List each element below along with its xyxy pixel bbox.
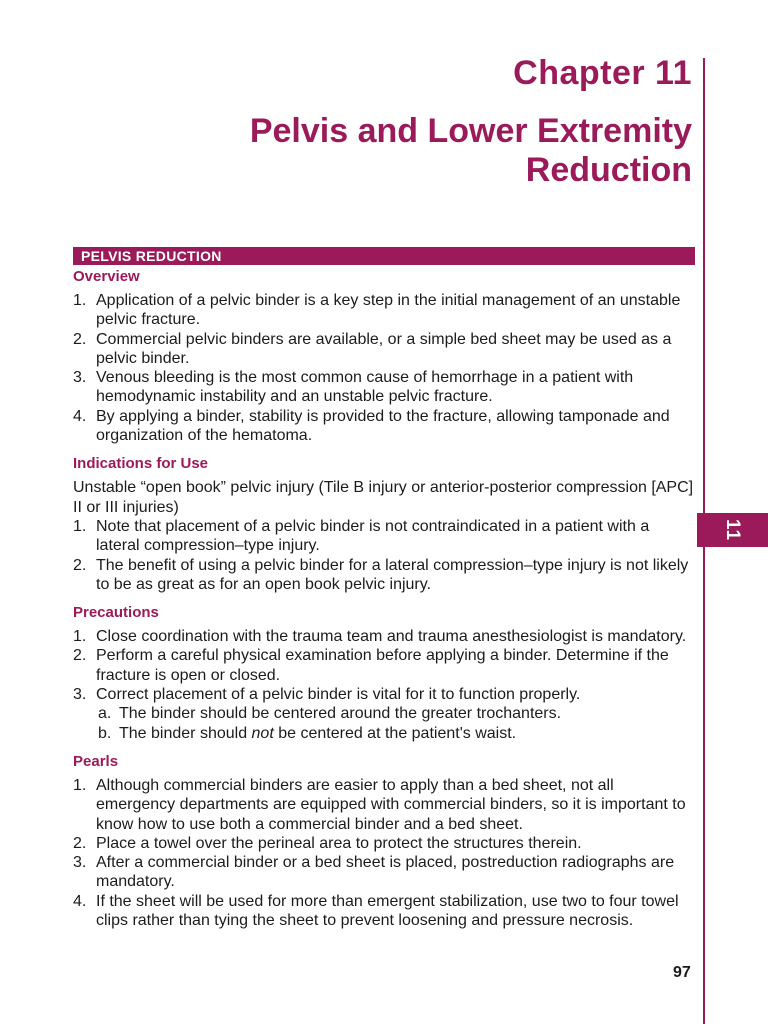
page-content <box>73 267 695 939</box>
item-text: Note that placement of a pelvic binder is not contraindicated in a patient with a lateral compression–type injury. <box>96 517 650 555</box>
item-text: Close coordination with the trauma team and trauma anesthesiologist is mandatory. <box>96 628 687 646</box>
overview-heading: Overview <box>73 268 140 285</box>
sub-item-text-before: The binder should <box>119 724 252 742</box>
pearls-heading: Pearls <box>73 752 119 770</box>
item-text: The benefit of using a pelvic binder for a lateral compression–type injury is not likely to be as great as for an open book pelvic injury. <box>96 556 689 593</box>
indications-section <box>73 454 695 594</box>
chapter-tab-number: 11 <box>722 518 744 542</box>
pearls-section <box>73 752 695 930</box>
list-item <box>73 291 695 330</box>
item-number: 4. <box>73 892 87 910</box>
list-item <box>73 330 695 369</box>
list-item <box>73 685 695 743</box>
list-item <box>73 834 695 853</box>
sub-item-text: The binder should be centered around the greater trochanters. <box>119 705 562 723</box>
item-text: Place a towel over the perineal area to protect the structures therein. <box>96 834 582 852</box>
item-text <box>96 685 695 743</box>
pearls-list <box>73 776 695 930</box>
item-text: Venous bleeding is the most common cause of hemorrhage in a patient with hemodynamic instability and an unstable pelvic fracture. <box>96 369 634 406</box>
list-item <box>73 368 695 407</box>
list-item <box>73 853 695 892</box>
item-number: 2. <box>73 647 87 665</box>
item-text: Perform a careful physical examination before applying a binder. Determine if the fracture is open or closed. <box>96 647 669 684</box>
item-number: 3. <box>73 369 87 387</box>
indications-list <box>73 517 695 594</box>
chapter-label: Chapter 11 <box>513 54 692 92</box>
sub-list-item <box>98 704 695 723</box>
precautions-list <box>73 627 695 743</box>
overview-list <box>73 291 695 445</box>
indications-heading: Indications for Use <box>73 455 209 473</box>
overview-section <box>73 267 695 445</box>
item-number: 1. <box>73 628 87 646</box>
item-text: Although commercial binders are easier to apply than a bed sheet, not all emergency departments are equipped with commercial binders, so it is important to know how to use both a commercial binder and a bed sheet. <box>96 776 686 833</box>
list-item <box>73 646 695 685</box>
item-number: 1. <box>73 517 87 535</box>
page-number: 97 <box>673 964 691 981</box>
item-number: 3. <box>73 854 87 872</box>
item-number: 1. <box>73 292 87 309</box>
item-number: 1. <box>73 776 87 794</box>
item-number: 2. <box>73 556 87 574</box>
sub-item-text <box>119 724 695 743</box>
sub-item-letter: a. <box>98 705 112 723</box>
emphasis-word: not <box>251 724 274 742</box>
item-number: 4. <box>73 407 87 425</box>
item-number: 2. <box>73 330 87 348</box>
list-item <box>73 627 695 646</box>
precautions-sublist <box>96 704 695 743</box>
item-text: Commercial pelvic binders are available, or a simple bed sheet may be used as a pelvic binder. <box>96 330 672 367</box>
item-text: Application of a pelvic binder is a key step in the initial management of an unstable pelvic fracture. <box>96 292 681 329</box>
item-text: If the sheet will be used for more than emergent stabilization, use two to four towel clips rather than tying the sheet to prevent loosening and pressure necrosis. <box>96 892 679 930</box>
sub-list-item <box>98 724 695 743</box>
precautions-section <box>73 603 695 743</box>
item-text: By applying a binder, stability is provided to the fracture, allowing tamponade and organization of the hematoma. <box>96 407 670 445</box>
chapter-thumb-tab <box>697 513 768 547</box>
precautions-heading: Precautions <box>73 604 159 622</box>
sub-item-letter: b. <box>98 724 112 742</box>
list-item <box>73 556 695 595</box>
item-number: 2. <box>73 834 87 852</box>
list-item <box>73 517 695 556</box>
item-text: After a commercial binder or a bed sheet is placed, postreduction radiographs are mandatory. <box>96 854 675 891</box>
list-item <box>73 892 695 931</box>
list-item <box>73 776 695 834</box>
section-heading-bar: PELVIS REDUCTION <box>73 247 695 265</box>
list-item <box>73 407 695 446</box>
indications-intro: Unstable “open book” pelvic injury (Tile B injury or anterior-posterior compression [APC] II or III injuries) <box>73 479 694 516</box>
chapter-title: Pelvis and Lower Extremity Reduction <box>249 112 692 189</box>
item-number: 3. <box>73 686 87 704</box>
item-main-text: Correct placement of a pelvic binder is vital for it to function properly. <box>96 686 581 704</box>
sub-item-text-after: be centered at the patient's waist. <box>273 724 517 742</box>
